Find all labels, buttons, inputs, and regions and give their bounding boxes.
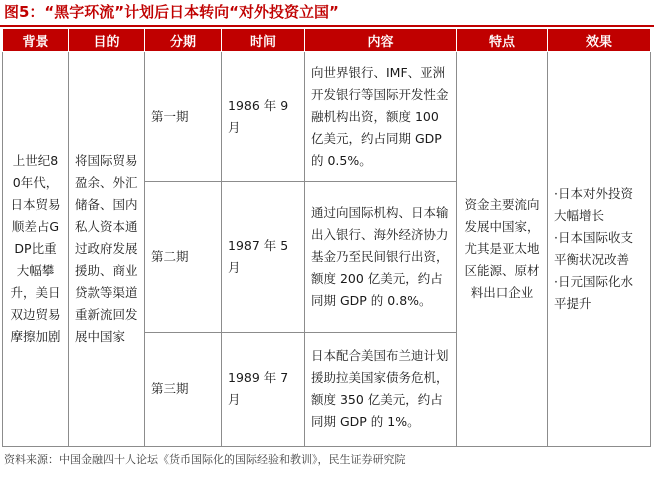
title-rule — [0, 25, 654, 27]
effect-item: ·日本对外投资大幅增长 — [554, 186, 633, 223]
figure-title: 图5：“黑字环流”计划后日本转向“对外投资立国” — [4, 3, 339, 21]
phase-content: 日本配合美国布兰迪计划援助拉美国家债务危机，额度 350 亿美元，约占同期 GDP 的 1%。 — [305, 332, 457, 446]
header-row — [3, 29, 651, 52]
source-note: 资料来源：中国金融四十人论坛《货币国际化的国际经验和教训》，民生证券研究院 — [4, 453, 406, 466]
table-row — [3, 52, 651, 182]
phase-time: 1989 年 7月 — [222, 332, 305, 446]
goal-cell: 将国际贸易盈余、外汇储备、国内私人资本通过政府发展援助、商业贷款等渠道重新流回发展中国家 — [69, 52, 145, 447]
effect-cell — [548, 52, 651, 447]
header-phase: 分期 — [145, 29, 222, 52]
phase-name: 第一期 — [145, 52, 222, 182]
phase-time: 1987 年 5月 — [222, 182, 305, 332]
header-background: 背景 — [3, 29, 69, 52]
background-cell: 上世纪80年代，日本贸易顺差占GDP比重大幅攀升，美日双边贸易摩擦加剧 — [3, 52, 69, 447]
phase-name: 第二期 — [145, 182, 222, 332]
policy-table — [2, 28, 651, 447]
phase-content: 向世界银行、IMF、亚洲开发银行等国际开发性金融机构出资，额度 100 亿美元，约占同期 GDP 的 0.5%。 — [305, 52, 457, 182]
phase-content: 通过向国际机构、日本输出入银行、海外经济协力基金乃至民间银行出资，额度 200 亿美元，约占同期 GDP 的 0.8%。 — [305, 182, 457, 332]
header-time: 时间 — [222, 29, 305, 52]
effect-item: ·日本国际收支平衡状况改善 — [554, 230, 633, 267]
header-content: 内容 — [305, 29, 457, 52]
header-feature: 特点 — [457, 29, 548, 52]
phase-time: 1986 年 9月 — [222, 52, 305, 182]
effect-item: ·日元国际化水平提升 — [554, 274, 633, 311]
feature-cell: 资金主要流向发展中国家，尤其是亚太地区能源、原材料出口企业 — [457, 52, 548, 447]
header-effect: 效果 — [548, 29, 651, 52]
header-goal: 目的 — [69, 29, 145, 52]
phase-name: 第三期 — [145, 332, 222, 446]
